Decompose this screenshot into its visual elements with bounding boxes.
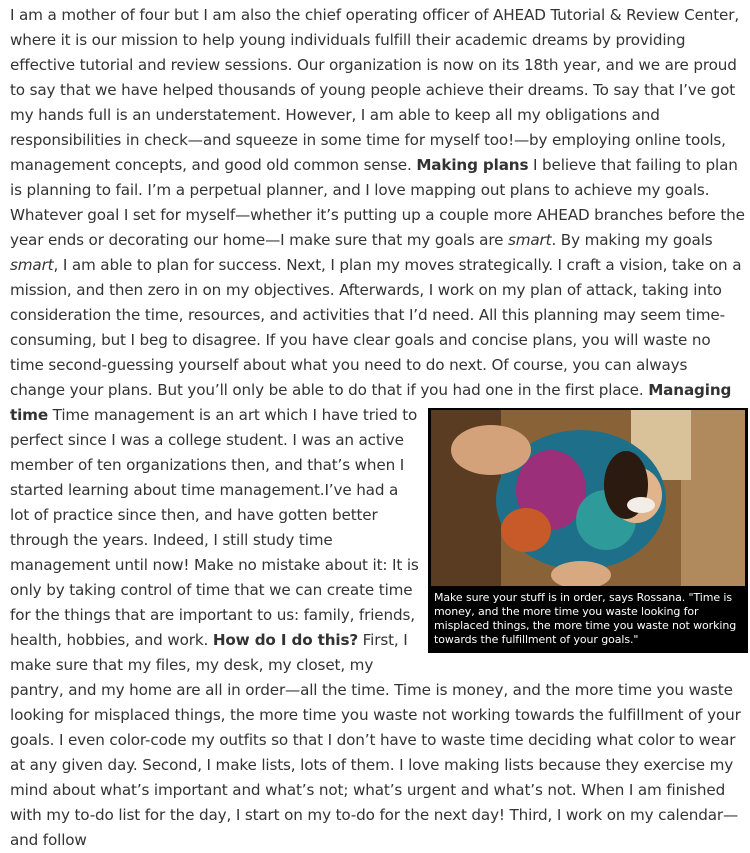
article-text: . By making my goals: [551, 231, 713, 249]
article-text: Time management is an art which I have tried to perfect since I was a college student. I was an active member of ten organizations then, and that’s when I started learning about time management.I’ve had a lot of practice since then, and have gotten better through the years. Indeed, I still study time management until now! Make no mistake about it: It is only by taking control of time that we can create time for the things that are important to us: family, friends, health, hobbies, and work.: [10, 406, 419, 649]
emphasis-smart: smart: [507, 231, 552, 249]
article-text: First, I make sure that my files, my desk, my closet, my pantry, and my home are all in order—all the time. Time is money, and the more time you waste looking for misplaced things, the more time you waste not working towards the fulfillment of your goals. I even color-code my outfits so that I don’t have to waste time deciding what color to wear at any given day. Second, I make lists, lots of them. I love making lists because they exercise my mind about what’s important and what’s not; what’s urgent and what’s not. When I am finished with my to-do list for the day, I start on my to-do for the next day! Third, I work on my calendar—and follow: [10, 631, 741, 849]
article-body: [10, 3, 745, 853]
photo-woman-laughing: [431, 410, 745, 586]
photo-figure: [428, 408, 748, 653]
heading-how-do-i: How do I do this?: [212, 631, 358, 649]
heading-making-plans: Making plans: [416, 156, 529, 174]
article-text: , I am able to plan for success. Next, I plan my moves strategically. I craft a vision, take on a mission, and then zero in on my objectives. Afterwards, I work on my plan of attack, taking into consideration the time, resources, and activities that I’d need. All this planning may seem time-consuming, but I beg to disagree. If you have clear goals and concise plans, you will waste no time second-guessing yourself about what you need to do next. Of course, you can always change your plans. But you’ll only be able to do that if you had one in the first place.: [10, 256, 742, 399]
article-paragraph: [10, 3, 745, 853]
photo-caption: Make sure your stuff is in order, says Rossana. "Time is money, and the more time you waste looking for misplaced things, the more time you waste not working towards the fulfillment of your goals.": [434, 591, 737, 646]
photo-illustration: [431, 410, 745, 586]
article-text: I believe that failing to plan is planning to fail. I’m a perpetual planner, and I love mapping out plans to achieve my goals. Whatever goal I set for myself—whether it’s putting up a couple more AHEAD branches before the year ends or decorating our home—I make sure that my goals are: [10, 156, 745, 249]
heading-managing-time: Managing time: [10, 381, 732, 424]
emphasis-smart: smart: [10, 256, 54, 274]
article-text: I am a mother of four but I am also the chief operating officer of AHEAD Tutorial & Review Center, where it is our mission to help young individuals fulfill their academic dreams by providing effective tutorial and review sessions. Our organization is now on its 18th year, and we are proud to say that we have helped thousands of young people achieve their dreams. To say that I’ve got my hands full is an understatement. However, I am able to keep all my obligations and responsibilities in check—and squeeze in some time for myself too!—by employing online tools, management concepts, and good old common sense.: [10, 6, 740, 174]
